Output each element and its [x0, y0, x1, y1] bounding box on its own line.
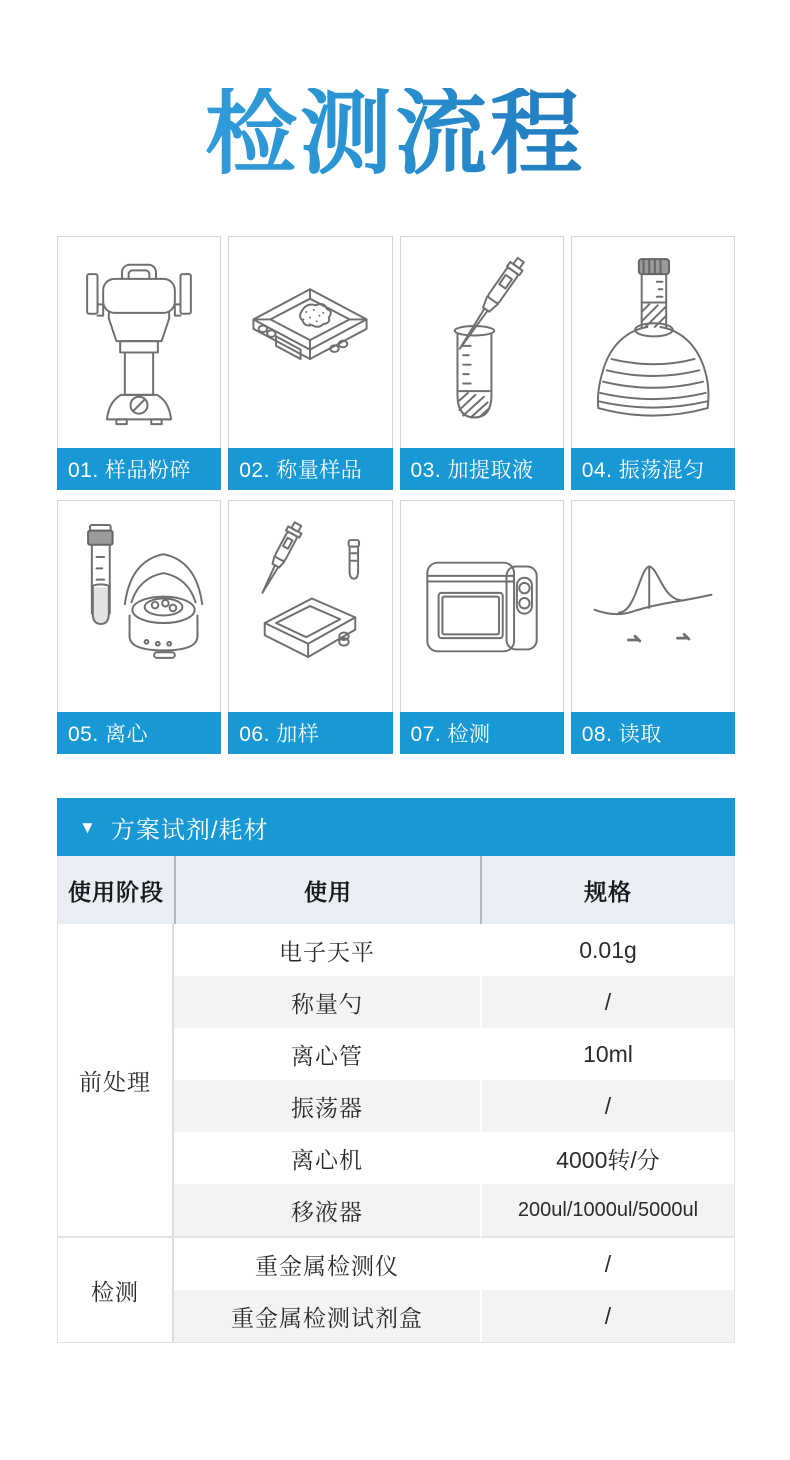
column-header: 使用 [174, 856, 480, 924]
table-header-row [58, 856, 734, 924]
column-header: 规格 [480, 856, 734, 924]
item-cell: 振荡器 [174, 1080, 480, 1132]
detector-device-icon [401, 501, 563, 712]
spec-cell: 0.01g [480, 924, 734, 976]
process-step-card [228, 236, 392, 490]
item-cell: 称量勺 [174, 976, 480, 1028]
spec-cell: 4000转/分 [480, 1132, 734, 1184]
grinder-icon [58, 237, 220, 448]
table-row [58, 1236, 734, 1290]
process-step-card [57, 236, 221, 490]
item-cell: 离心机 [291, 1146, 363, 1173]
pipette-into-tube-icon [401, 237, 563, 448]
spec-table [58, 856, 734, 1342]
process-step-label: 01. 样品粉碎 [57, 448, 221, 490]
process-step-label: 03. 加提取液 [400, 448, 564, 490]
spec-cell: 200ul/1000ul/5000ul [480, 1184, 734, 1236]
spec-cell: / [480, 976, 734, 1028]
item-cell: 离心管 [291, 1042, 363, 1069]
item-cell: 重金属检测仪 [174, 1236, 480, 1290]
spec-cell: 10ml [480, 1028, 734, 1080]
process-step-label: 06. 加样 [228, 712, 392, 754]
table-title-bar [57, 798, 735, 856]
table-row [58, 924, 734, 976]
process-step-card [400, 236, 564, 490]
process-step-label: 08. 读取 [571, 712, 735, 754]
spec-cell: / [480, 1080, 734, 1132]
process-step-card [571, 236, 735, 490]
triangle-down-icon: ▼ [79, 818, 97, 837]
balance-scale-icon [229, 237, 391, 448]
consumables-table-section [57, 798, 735, 1343]
process-step-label: 02. 称量样品 [228, 448, 392, 490]
process-step-label: 04. 振荡混匀 [571, 448, 735, 490]
process-step-label: 05. 离心 [57, 712, 221, 754]
item-cell: 重金属检测试剂盒 [174, 1290, 480, 1342]
stage-cell: 检测 [58, 1236, 174, 1342]
spec-cell: / [480, 1236, 734, 1290]
process-step-card [228, 500, 392, 754]
item-cell: 电子天平 [279, 938, 375, 965]
process-step-card [571, 500, 735, 754]
item-cell: 移液器 [174, 1184, 480, 1236]
page-title: 检测流程 [0, 88, 790, 180]
stage-cell: 前处理 [58, 924, 174, 1236]
sample-loading-icon [229, 501, 391, 712]
process-step-label: 07. 检测 [400, 712, 564, 754]
spec-cell: / [480, 1290, 734, 1342]
mini-centrifuge-icon [58, 501, 220, 712]
table-title-text: 方案试剂/耗材 [110, 816, 269, 844]
process-steps-grid [57, 236, 735, 754]
process-step-card [400, 500, 564, 754]
column-header: 使用阶段 [58, 856, 174, 924]
vortex-mixer-icon [572, 237, 734, 448]
result-curve-icon [572, 501, 734, 712]
process-step-card [57, 500, 221, 754]
